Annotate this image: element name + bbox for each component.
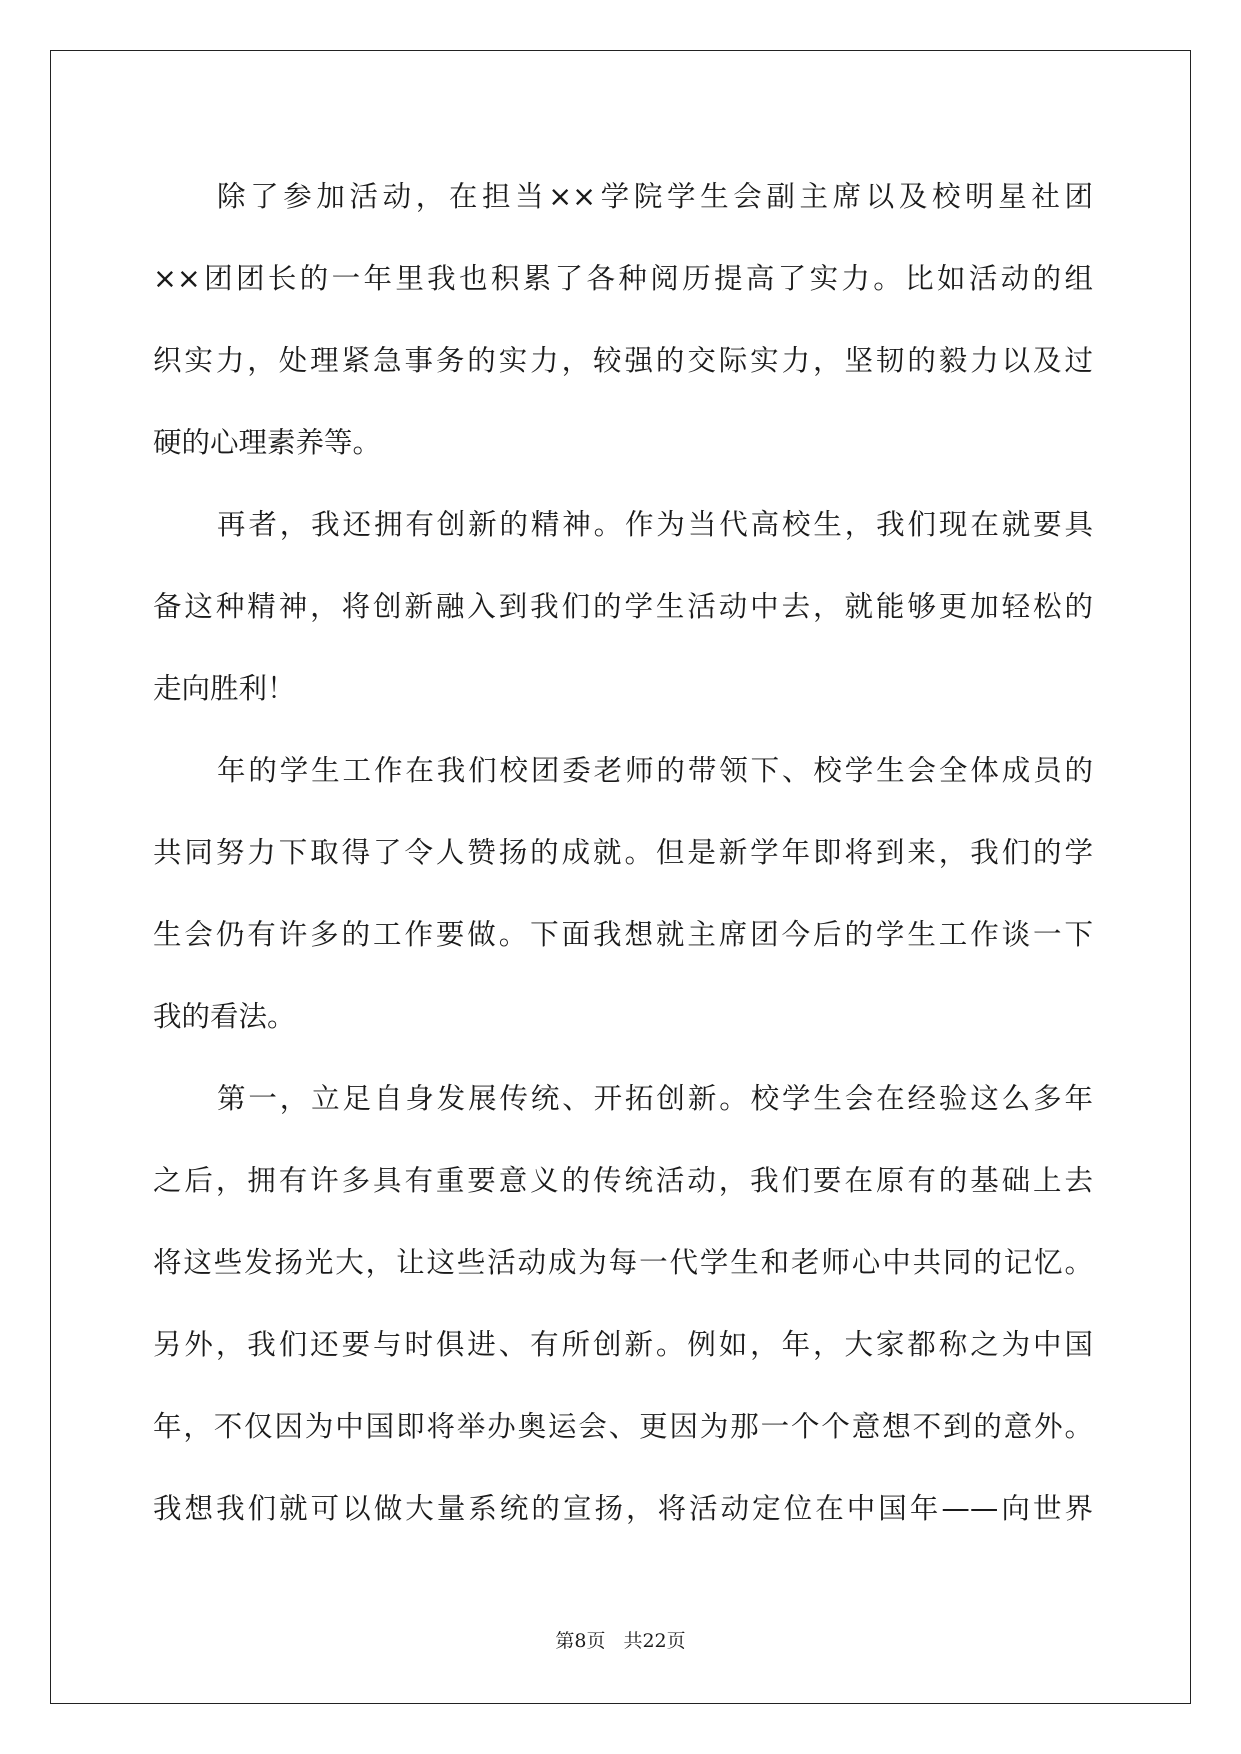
text-line: 再者，我还拥有创新的精神。作为当代高校生，我们现在就要具 [217,508,1093,541]
text-line: 将这些发扬光大，让这些活动成为每一代学生和老师心中共同的记忆。 [153,1246,1093,1279]
text-line: 走向胜利！ [153,672,296,705]
text-line: 另外，我们还要与时俱进、有所创新。例如，年，大家都称之为中国 [153,1328,1093,1361]
text-line: ××团团长的一年里我也积累了各种阅历提高了实力。比如活动的组 [153,262,1093,295]
page-number: 第8页 [555,1630,606,1652]
page-total: 共22页 [623,1630,686,1652]
document-body [153,156,1093,1550]
text-line: 除了参加活动，在担当××学院学生会副主席以及校明星社团 [217,180,1093,213]
text-line: 织实力，处理紧急事务的实力，较强的交际实力，坚韧的毅力以及过 [153,344,1093,377]
text-line: 备这种精神，将创新融入到我们的学生活动中去，就能够更加轻松的 [153,590,1093,623]
text-line: 共同努力下取得了令人赞扬的成就。但是新学年即将到来，我们的学 [153,836,1093,869]
text-line: 生会仍有许多的工作要做。下面我想就主席团今后的学生工作谈一下 [153,918,1093,951]
text-line: 年，不仅因为中国即将举办奥运会、更因为那一个个意想不到的意外。 [153,1410,1093,1443]
text-line: 我想我们就可以做大量系统的宣扬，将活动定位在中国年——向世界 [153,1492,1093,1525]
page-footer [0,1626,1241,1653]
text-line: 之后，拥有许多具有重要意义的传统活动，我们要在原有的基础上去 [153,1164,1093,1197]
text-line: 硬的心理素养等。 [153,426,382,459]
text-line: 年的学生工作在我们校团委老师的带领下、校学生会全体成员的 [217,754,1093,787]
text-line: 第一，立足自身发展传统、开拓创新。校学生会在经验这么多年 [217,1082,1093,1115]
text-line: 我的看法。 [153,1000,296,1033]
